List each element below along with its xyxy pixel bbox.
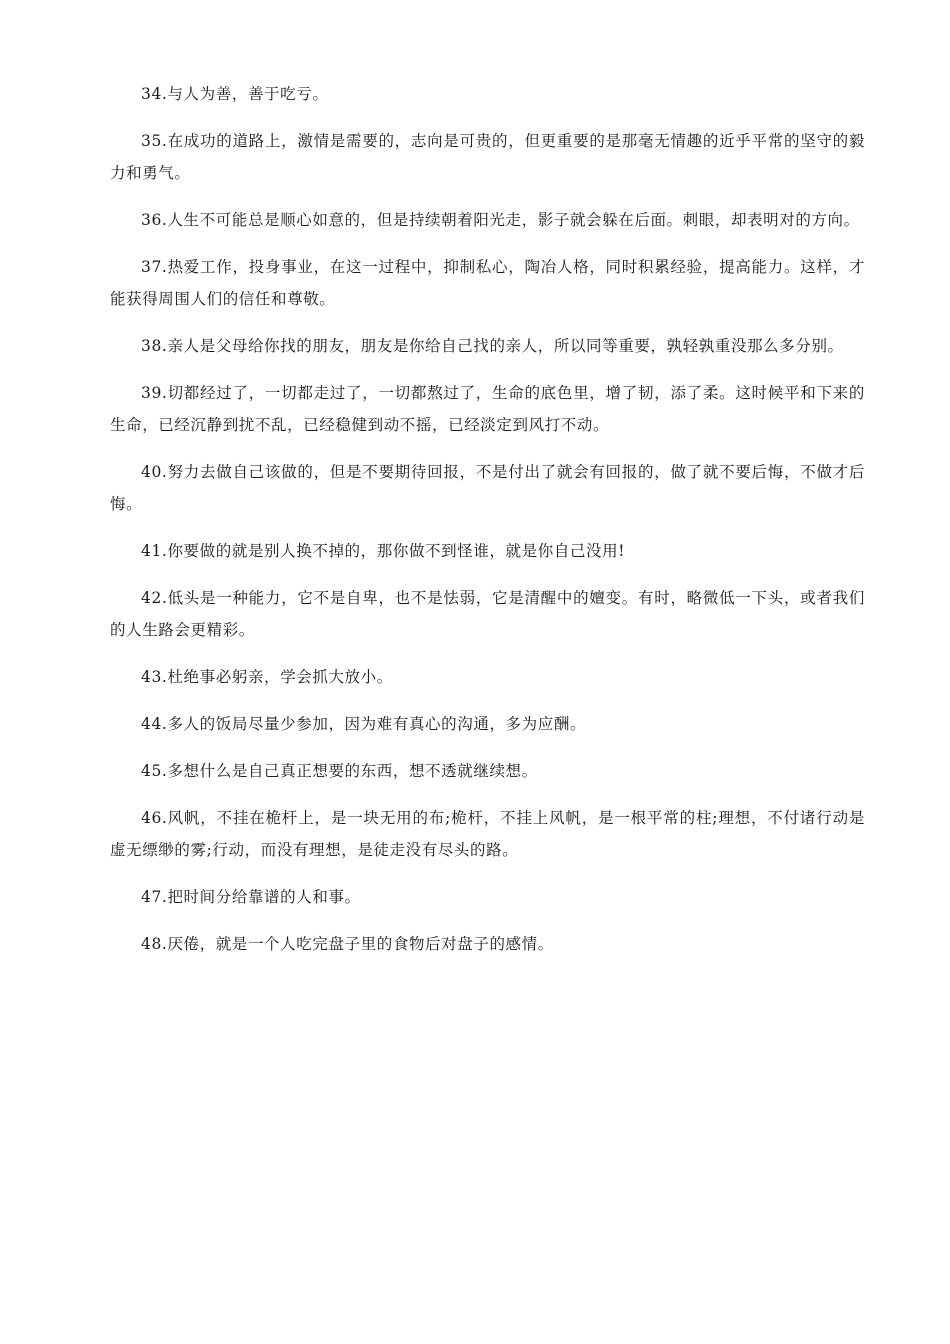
- paragraph-47: 47.把时间分给靠谱的人和事。: [141, 888, 361, 906]
- paragraph-40: 40.努力去做自己该做的，但是不要期待回报，不是付出了就会有回报的，做了就不要后悔，不做才后悔。: [110, 463, 865, 513]
- paragraph-43: 43.杜绝事必躬亲，学会抓大放小。: [141, 668, 393, 686]
- paragraph-44: 44.多人的饭局尽量少参加，因为难有真心的沟通，多为应酬。: [141, 715, 587, 733]
- document-body: [110, 78, 865, 975]
- paragraph-39: 39.切都经过了，一切都走过了，一切都熬过了，生命的底色里，增了韧，添了柔。这时候平和下来的生命，已经沉静到扰不乱，已经稳健到动不摇，已经淡定到风打不动。: [110, 384, 865, 434]
- paragraph-37: 37.热爱工作，投身事业，在这一过程中，抑制私心，陶冶人格，同时积累经验，提高能力。这样，才能获得周围人们的信任和尊敬。: [110, 258, 865, 308]
- paragraph-36: 36.人生不可能总是顺心如意的，但是持续朝着阳光走，影子就会躲在后面。刺眼，却表明对的方向。: [141, 211, 860, 229]
- paragraph-41: 41.你要做的就是别人换不掉的，那你做不到怪谁，就是你自己没用!: [141, 542, 626, 560]
- paragraph-35: 35.在成功的道路上，激情是需要的，志向是可贵的，但更重要的是那毫无情趣的近乎平常的坚守的毅力和勇气。: [110, 132, 865, 182]
- paragraph-46: 46.风帆，不挂在桅杆上，是一块无用的布;桅杆，不挂上风帆，是一根平常的柱;理想，不付诸行动是虚无缥缈的雾;行动，而没有理想，是徒走没有尽头的路。: [110, 809, 865, 859]
- paragraph-45: 45.多想什么是自己真正想要的东西，想不透就继续想。: [141, 762, 538, 780]
- paragraph-42: 42.低头是一种能力，它不是自卑，也不是怯弱，它是清醒中的嬗变。有时，略微低一下头，或者我们的人生路会更精彩。: [110, 589, 865, 639]
- paragraph-34: 34.与人为善，善于吃亏。: [141, 85, 329, 103]
- paragraph-38: 38.亲人是父母给你找的朋友，朋友是你给自己找的亲人，所以同等重要，孰轻孰重没那么多分别。: [141, 337, 844, 355]
- paragraph-48: 48.厌倦，就是一个人吃完盘子里的食物后对盘子的感情。: [141, 935, 554, 953]
